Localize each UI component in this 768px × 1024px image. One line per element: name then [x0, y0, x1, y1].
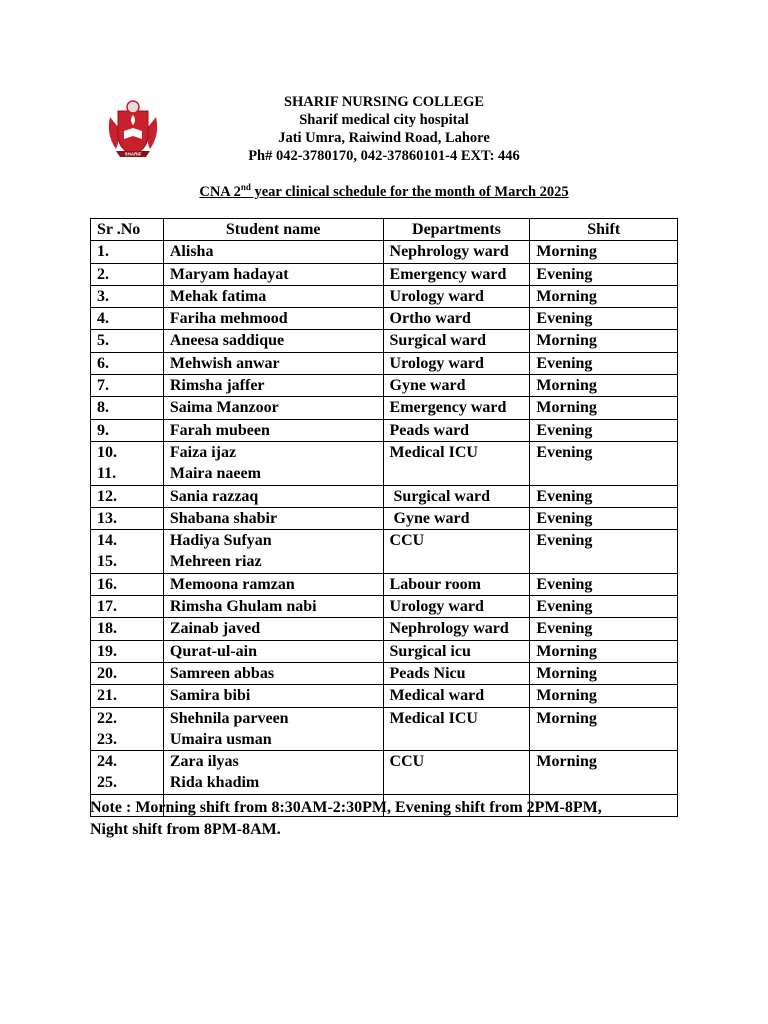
cell-sr-no	[91, 530, 164, 574]
cell-shift: Morning	[530, 397, 678, 419]
cell-sr-no	[91, 596, 164, 618]
cell-sr-no	[91, 419, 164, 441]
sr-no-value: 9.	[97, 421, 109, 439]
cell-sr-no	[91, 485, 164, 507]
sr-no-value: 3.	[97, 287, 109, 305]
student-name-value: Rimsha Ghulam nabi	[169, 598, 317, 616]
sr-no-value: 14.	[97, 532, 117, 550]
student-name-value: Zara ilyas	[169, 753, 239, 771]
sr-no-value: 5.	[97, 332, 109, 350]
cell-shift: Morning	[530, 751, 678, 795]
cell-shift: Morning	[530, 662, 678, 684]
cell-department: Surgical ward	[383, 485, 530, 507]
logo-text: SHARIF	[124, 151, 142, 157]
cell-shift: Evening	[530, 573, 678, 595]
cell-student-name	[163, 530, 383, 574]
table-row	[91, 263, 678, 285]
sr-no-value: 4.	[97, 310, 109, 328]
table-row	[91, 685, 678, 707]
sr-no-value: 2.	[97, 265, 109, 283]
cell-department: Nephrology ward	[383, 618, 530, 640]
cell-student-name	[163, 618, 383, 640]
college-name: SHARIF NURSING COLLEGE	[283, 94, 485, 110]
cell-department: Surgical ward	[383, 330, 530, 352]
cell-shift: Evening	[530, 308, 678, 330]
sr-no-value: 15.	[97, 553, 117, 571]
cell-student-name	[163, 640, 383, 662]
note-line-1: Note : Morning shift from 8:30AM-2:30PM, Evening shift from 2PM-8PM,	[90, 799, 602, 816]
hospital-name: Sharif medical city hospital	[299, 112, 469, 128]
student-name-value: Sania razzaq	[169, 487, 259, 505]
cell-sr-no	[91, 285, 164, 307]
cell-department: Gyne ward	[383, 507, 530, 529]
student-name-value: Qurat-ul-ain	[169, 642, 257, 660]
student-name-value: Alisha	[169, 243, 214, 261]
cell-department: Gyne ward	[383, 375, 530, 397]
cell-shift: Evening	[530, 485, 678, 507]
cell-sr-no	[91, 618, 164, 640]
cell-department: Urology ward	[383, 596, 530, 618]
cell-department: Surgical icu	[383, 640, 530, 662]
table-row	[91, 618, 678, 640]
cell-shift: Morning	[530, 685, 678, 707]
cell-student-name	[163, 419, 383, 441]
table-row	[91, 640, 678, 662]
header-sr-no: Sr .No	[91, 219, 164, 241]
cell-student-name	[163, 330, 383, 352]
cell-sr-no	[91, 685, 164, 707]
table-row	[91, 419, 678, 441]
table-body	[91, 241, 678, 816]
cell-shift: Morning	[530, 707, 678, 751]
student-name-value: Fariha mehmood	[169, 310, 288, 328]
cell-student-name	[163, 596, 383, 618]
table-row	[91, 707, 678, 751]
cell-shift: Evening	[530, 263, 678, 285]
cell-student-name	[163, 507, 383, 529]
cell-shift: Morning	[530, 375, 678, 397]
cell-shift: Morning	[530, 330, 678, 352]
cell-student-name	[163, 308, 383, 330]
student-name-value: Shabana shabir	[169, 509, 278, 527]
table-header-row	[91, 219, 678, 241]
sr-no-value: 25.	[97, 774, 117, 792]
table-row	[91, 530, 678, 574]
student-name-value: Samira bibi	[169, 687, 251, 705]
cell-student-name	[163, 241, 383, 263]
cell-student-name	[163, 285, 383, 307]
table-row	[91, 596, 678, 618]
cell-student-name	[163, 485, 383, 507]
cell-department: Labour room	[383, 573, 530, 595]
student-name-value: Maira naeem	[169, 465, 261, 483]
header-shift: Shift	[530, 219, 678, 241]
cell-department: Urology ward	[383, 352, 530, 374]
cell-sr-no	[91, 397, 164, 419]
document-header	[0, 93, 768, 165]
student-name-value: Rida khadim	[169, 774, 260, 792]
cell-department: Ortho ward	[383, 308, 530, 330]
cell-sr-no	[91, 573, 164, 595]
sr-no-value: 23.	[97, 730, 117, 748]
cell-sr-no	[91, 308, 164, 330]
sr-no-value: 17.	[97, 598, 117, 616]
cell-department: Peads Nicu	[383, 662, 530, 684]
student-name-value: Faiza ijaz	[169, 443, 237, 461]
student-name-value: Umaira usman	[169, 730, 272, 748]
sr-no-value: 13.	[97, 509, 117, 527]
table-row	[91, 241, 678, 263]
table-row	[91, 573, 678, 595]
cell-sr-no	[91, 352, 164, 374]
sr-no-value: 1.	[97, 243, 109, 261]
table-row	[91, 397, 678, 419]
cell-department: CCU	[383, 530, 530, 574]
table-row	[91, 285, 678, 307]
cell-student-name	[163, 397, 383, 419]
header-student-name: Student name	[163, 219, 383, 241]
cell-shift: Evening	[530, 419, 678, 441]
sr-no-value: 10.	[97, 443, 117, 461]
schedule-title-suffix: year clinical schedule for the month of March 2025	[250, 183, 569, 200]
table-row	[91, 308, 678, 330]
schedule-title-prefix: CNA 2	[199, 183, 241, 200]
table-row	[91, 375, 678, 397]
table-row	[91, 330, 678, 352]
schedule-table	[90, 218, 678, 817]
sr-no-value: 8.	[97, 399, 109, 417]
cell-shift: Morning	[530, 285, 678, 307]
cell-sr-no	[91, 263, 164, 285]
cell-shift: Evening	[530, 530, 678, 574]
student-name-value: Zainab javed	[169, 620, 261, 638]
cell-student-name	[163, 441, 383, 485]
cell-student-name	[163, 263, 383, 285]
address-line: Jati Umra, Raiwind Road, Lahore	[278, 130, 490, 146]
student-name-value: Farah mubeen	[169, 421, 270, 439]
student-name-value: Mehak fatima	[169, 287, 267, 305]
cell-sr-no	[91, 375, 164, 397]
cell-department: Emergency ward	[383, 397, 530, 419]
cell-department: Medical ICU	[383, 707, 530, 751]
cell-shift: Evening	[530, 596, 678, 618]
student-name-value: Hadiya Sufyan	[169, 532, 272, 550]
table-row	[91, 507, 678, 529]
student-name-value: Mehreen riaz	[169, 553, 262, 571]
cell-student-name	[163, 751, 383, 795]
cell-sr-no	[91, 751, 164, 795]
schedule-title	[0, 182, 768, 201]
sr-no-value: 22.	[97, 709, 117, 727]
cell-department: Medical ICU	[383, 441, 530, 485]
cell-sr-no	[91, 507, 164, 529]
table-row	[91, 441, 678, 485]
student-name-value: Samreen abbas	[169, 664, 275, 682]
note-line-2: Night shift from 8PM-8AM.	[90, 820, 281, 838]
cell-department: Emergency ward	[383, 263, 530, 285]
cell-student-name	[163, 375, 383, 397]
cell-sr-no	[91, 707, 164, 751]
cell-student-name	[163, 662, 383, 684]
cell-sr-no	[91, 241, 164, 263]
cell-student-name	[163, 573, 383, 595]
table-row	[91, 662, 678, 684]
student-name-value: Maryam hadayat	[169, 265, 289, 283]
cell-shift: Evening	[530, 507, 678, 529]
sr-no-value: 21.	[97, 687, 117, 705]
sr-no-value: 7.	[97, 377, 109, 395]
cell-sr-no	[91, 330, 164, 352]
cell-department: Medical ward	[383, 685, 530, 707]
student-name-value: Aneesa saddique	[169, 332, 285, 350]
sr-no-value: 6.	[97, 354, 109, 372]
sr-no-value: 12.	[97, 487, 117, 505]
cell-shift: Evening	[530, 352, 678, 374]
student-name-value: Saima Manzoor	[169, 399, 279, 417]
cell-shift: Evening	[530, 618, 678, 640]
student-name-value: Shehnila parveen	[169, 709, 289, 727]
cell-student-name	[163, 685, 383, 707]
table-row	[91, 751, 678, 795]
cell-student-name	[163, 352, 383, 374]
table-row	[91, 352, 678, 374]
student-name-value: Rimsha jaffer	[169, 377, 265, 395]
sr-no-value: 11.	[97, 465, 117, 483]
sr-no-value: 19.	[97, 642, 117, 660]
student-name-value: Mehwish anwar	[169, 354, 280, 372]
cell-sr-no	[91, 640, 164, 662]
cell-department: Urology ward	[383, 285, 530, 307]
cell-student-name	[163, 707, 383, 751]
shift-note	[90, 797, 690, 840]
phone-line: Ph# 042-3780170, 042-37860101-4 EXT: 446	[248, 148, 520, 164]
sr-no-value: 20.	[97, 664, 117, 682]
schedule-title-superscript: nd	[240, 182, 251, 192]
cell-department: Peads ward	[383, 419, 530, 441]
cell-sr-no	[91, 662, 164, 684]
header-departments: Departments	[383, 219, 530, 241]
sr-no-value: 18.	[97, 620, 117, 638]
cell-shift: Morning	[530, 241, 678, 263]
cell-department: Nephrology ward	[383, 241, 530, 263]
student-name-value: Memoona ramzan	[169, 575, 295, 593]
cell-sr-no	[91, 441, 164, 485]
sr-no-value: 24.	[97, 753, 117, 771]
sr-no-value: 16.	[97, 575, 117, 593]
cell-shift: Evening	[530, 441, 678, 485]
cell-shift: Morning	[530, 640, 678, 662]
cell-department: CCU	[383, 751, 530, 795]
table-row	[91, 485, 678, 507]
